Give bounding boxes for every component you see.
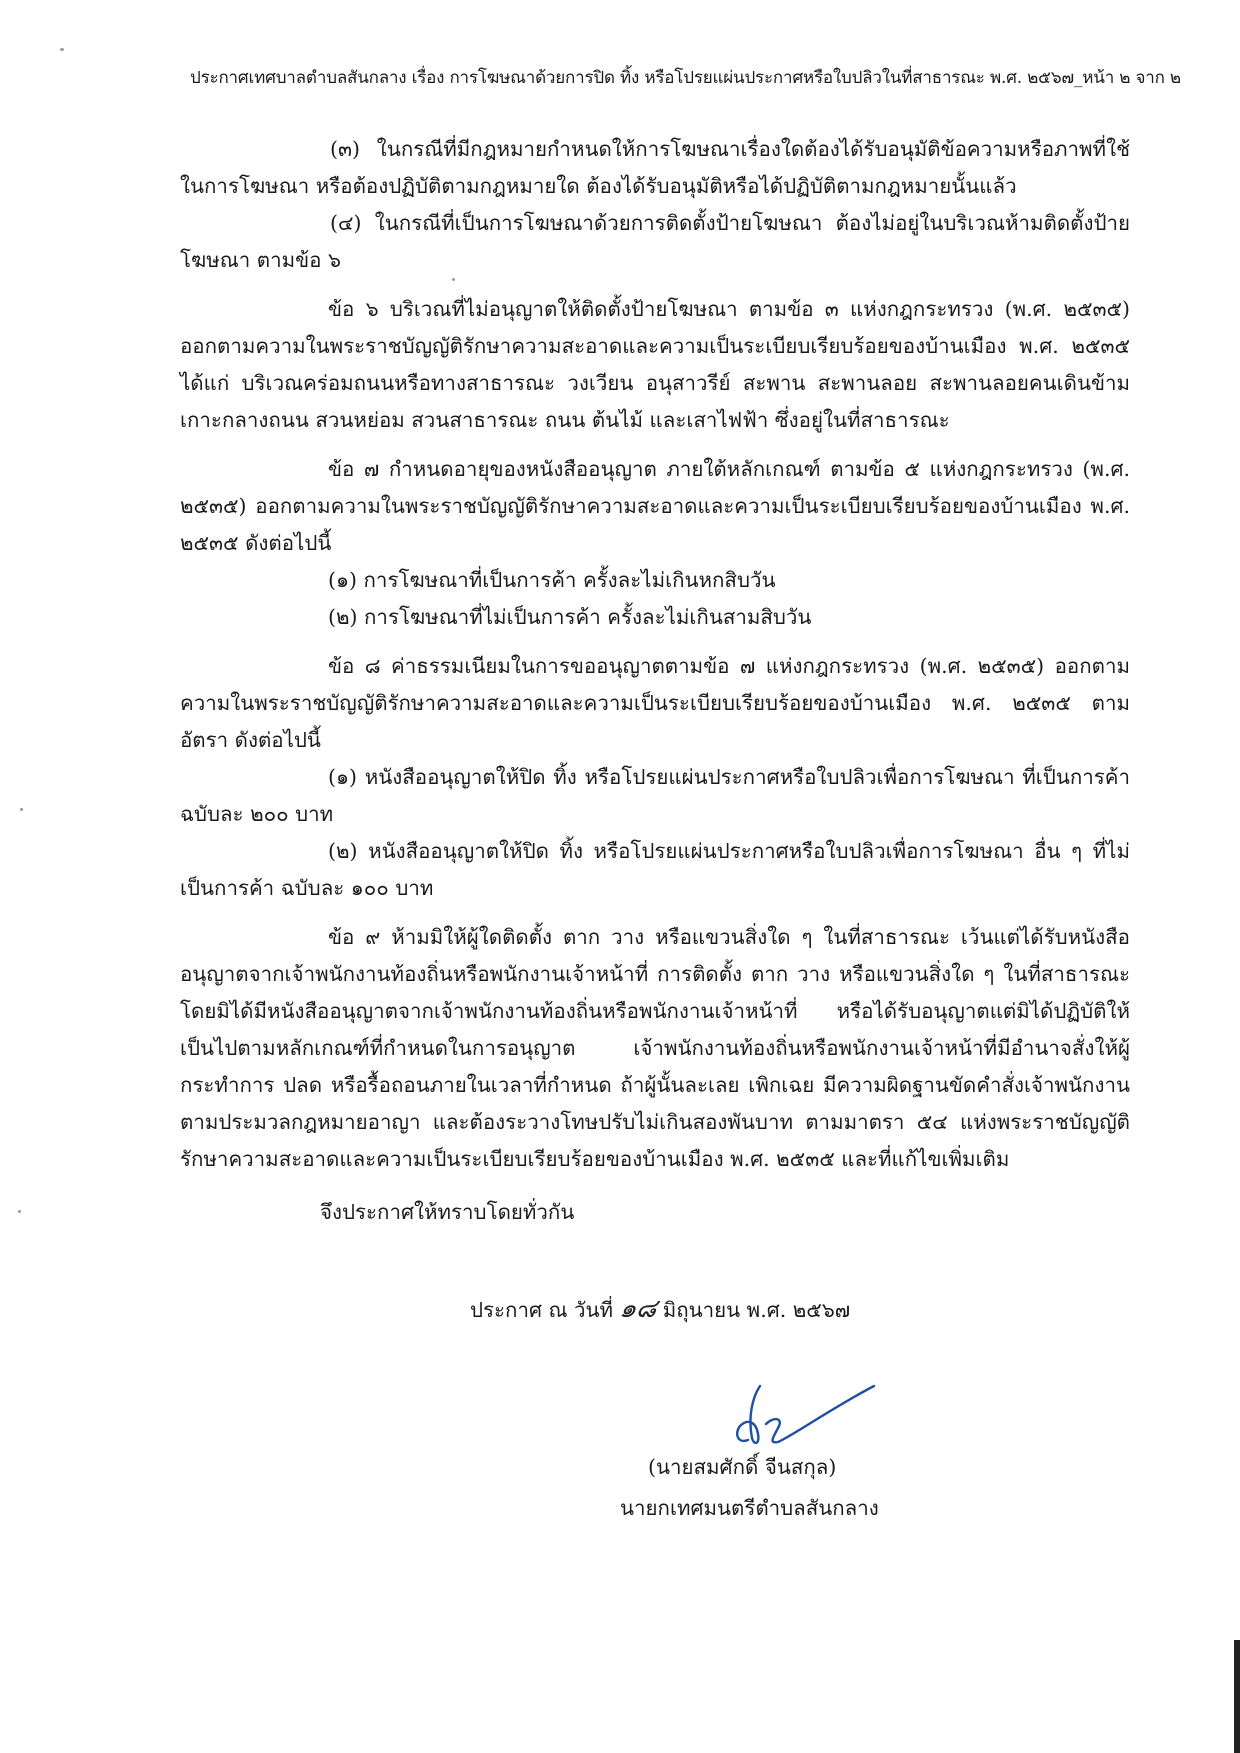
signatory-title: นายกเทศมนตรีตำบลสันกลาง [620, 1496, 879, 1520]
clause-4-paragraph: (๔) ในกรณีที่เป็นการโฆษณาด้วยการติดตั้งป้ายโฆษณา ต้องไม่อยู่ในบริเวณห้ามติดตั้งป้ายโฆษณา ตามข้อ ๖ [180, 211, 1130, 272]
date-prefix: ประกาศ ณ วันที่ [470, 1298, 614, 1322]
section-9-paragraph: ข้อ ๙ ห้ามมิให้ผู้ใดติดตั้ง ตาก วาง หรือแขวนสิ่งใด ๆ ในที่สาธารณะ เว้นแต่ได้รับหนังสืออนุญาตจากเจ้าพนักงานท้องถิ่นหรือพนักงานเจ้าหน้าที่ การติดตั้ง ตาก วาง หรือแขวนสิ่งใด ๆ ในที่สาธารณะโดยมิได้มีหนังสืออนุญาตจากเจ้าพนักงานท้องถิ่นหรือพนักงานเจ้าหน้าที่ หรือได้รับอนุญาตแต่มิได้ปฏิบัติให้เป็นไปตามหลักเกณฑ์ที่กำหนดในการอนุญาต เจ้าพนักงานท้องถิ่นหรือพนักงานเจ้าหน้าที่มีอำนาจสั่งให้ผู้กระทำการ ปลด หรือรื้อถอนภายในเวลาที่กำหนด ถ้าผู้นั้นละเลย เพิกเฉย มีความผิดฐานขัดคำสั่งเจ้าพนักงานตามประมวลกฎหมายอาญา และต้องระวางโทษปรับไม่เกินสองพันบาท ตามมาตรา ๕๔ แห่งพระราชบัญญัติรักษาความสะอาดและความเป็นระเบียบเรียบร้อยของบ้านเมือง พ.ศ. ๒๕๓๕ และที่แก้ไขเพิ่มเติม [180, 925, 1130, 1171]
section-7-item-2: (๒) การโฆษณาที่ไม่เป็นการค้า ครั้งละไม่เกินสามสิบวัน [328, 605, 812, 629]
date-day-handwritten: ๑๘ [616, 1294, 659, 1324]
section-8-paragraph: ข้อ ๘ ค่าธรรมเนียมในการขออนุญาตตามข้อ ๗ แห่งกฎกระทรวง (พ.ศ. ๒๕๓๕) ออกตามความในพระราชบัญญัติรักษาความสะอาดและความเป็นระเบียบเรียบร้อยของบ้านเมือง พ.ศ. ๒๕๓๕ ตามอัตรา ดังต่อไปนี้ [180, 654, 1130, 752]
announcement-date [470, 1288, 850, 1329]
document-body [180, 131, 1130, 1231]
section-7-item-1: (๑) การโฆษณาที่เป็นการค้า ครั้งละไม่เกินหกสิบวัน [328, 568, 776, 592]
page-header: ประกาศเทศบาลตำบลสันกลาง เรื่อง การโฆษณาด้วยการปิด ทิ้ง หรือโปรยแผ่นประกาศหรือใบปลิวในที่สาธารณะ พ.ศ. ๒๕๖๗_หน้า ๒ จาก ๒ [190, 68, 1181, 88]
clause-3-paragraph: (๓) ในกรณีที่มีกฎหมายกำหนดให้การโฆษณาเรื่องใดต้องได้รับอนุมัติข้อความหรือภาพที่ใช้ในการโฆษณา หรือต้องปฏิบัติตามกฎหมายใด ต้องได้รับอนุมัติหรือได้ปฏิบัติตามกฎหมายนั้นแล้ว [180, 137, 1130, 198]
scan-edge [1234, 1640, 1240, 1753]
signatory-name: (นายสมศักดิ์ จีนสกุล) [648, 1455, 837, 1479]
section-8-item-2: (๒) หนังสืออนุญาตให้ปิด ทิ้ง หรือโปรยแผ่นประกาศหรือใบปลิวเพื่อการโฆษณา อื่น ๆ ที่ไม่เป็นการค้า ฉบับละ ๑๐๐ บาท [180, 839, 1130, 900]
closing-statement: จึงประกาศให้ทราบโดยทั่วกัน [320, 1200, 575, 1224]
section-6-paragraph: ข้อ ๖ บริเวณที่ไม่อนุญาตให้ติดตั้งป้ายโฆษณา ตามข้อ ๓ แห่งกฎกระทรวง (พ.ศ. ๒๕๓๕) ออกตามความในพระราชบัญญัติรักษาความสะอาดและความเป็นระเบียบเรียบร้อยของบ้านเมือง พ.ศ. ๒๕๓๕ ได้แก่ บริเวณคร่อมถนนหรือทางสาธารณะ วงเวียน อนุสาวรีย์ สะพาน สะพานลอย สะพานลอยคนเดินข้าม เกาะกลางถนน สวนหย่อม สวนสาธารณะ ถนน ต้นไม้ และเสาไฟฟ้า ซึ่งอยู่ในที่สาธารณะ [180, 297, 1130, 432]
section-8-item-1: (๑) หนังสืออนุญาตให้ปิด ทิ้ง หรือโปรยแผ่นประกาศหรือใบปลิวเพื่อการโฆษณา ที่เป็นการค้า ฉบับละ ๒๐๐ บาท [180, 765, 1130, 826]
signature-mark [712, 1378, 892, 1458]
date-suffix: มิถุนายน พ.ศ. ๒๕๖๗ [662, 1298, 851, 1322]
section-7-paragraph: ข้อ ๗ กำหนดอายุของหนังสืออนุญาต ภายใต้หลักเกณฑ์ ตามข้อ ๕ แห่งกฎกระทรวง (พ.ศ. ๒๕๓๕) ออกตามความในพระราชบัญญัติรักษาความสะอาดและความเป็นระเบียบเรียบร้อยของบ้านเมือง พ.ศ. ๒๕๓๕ ดังต่อไปนี้ [180, 457, 1130, 555]
